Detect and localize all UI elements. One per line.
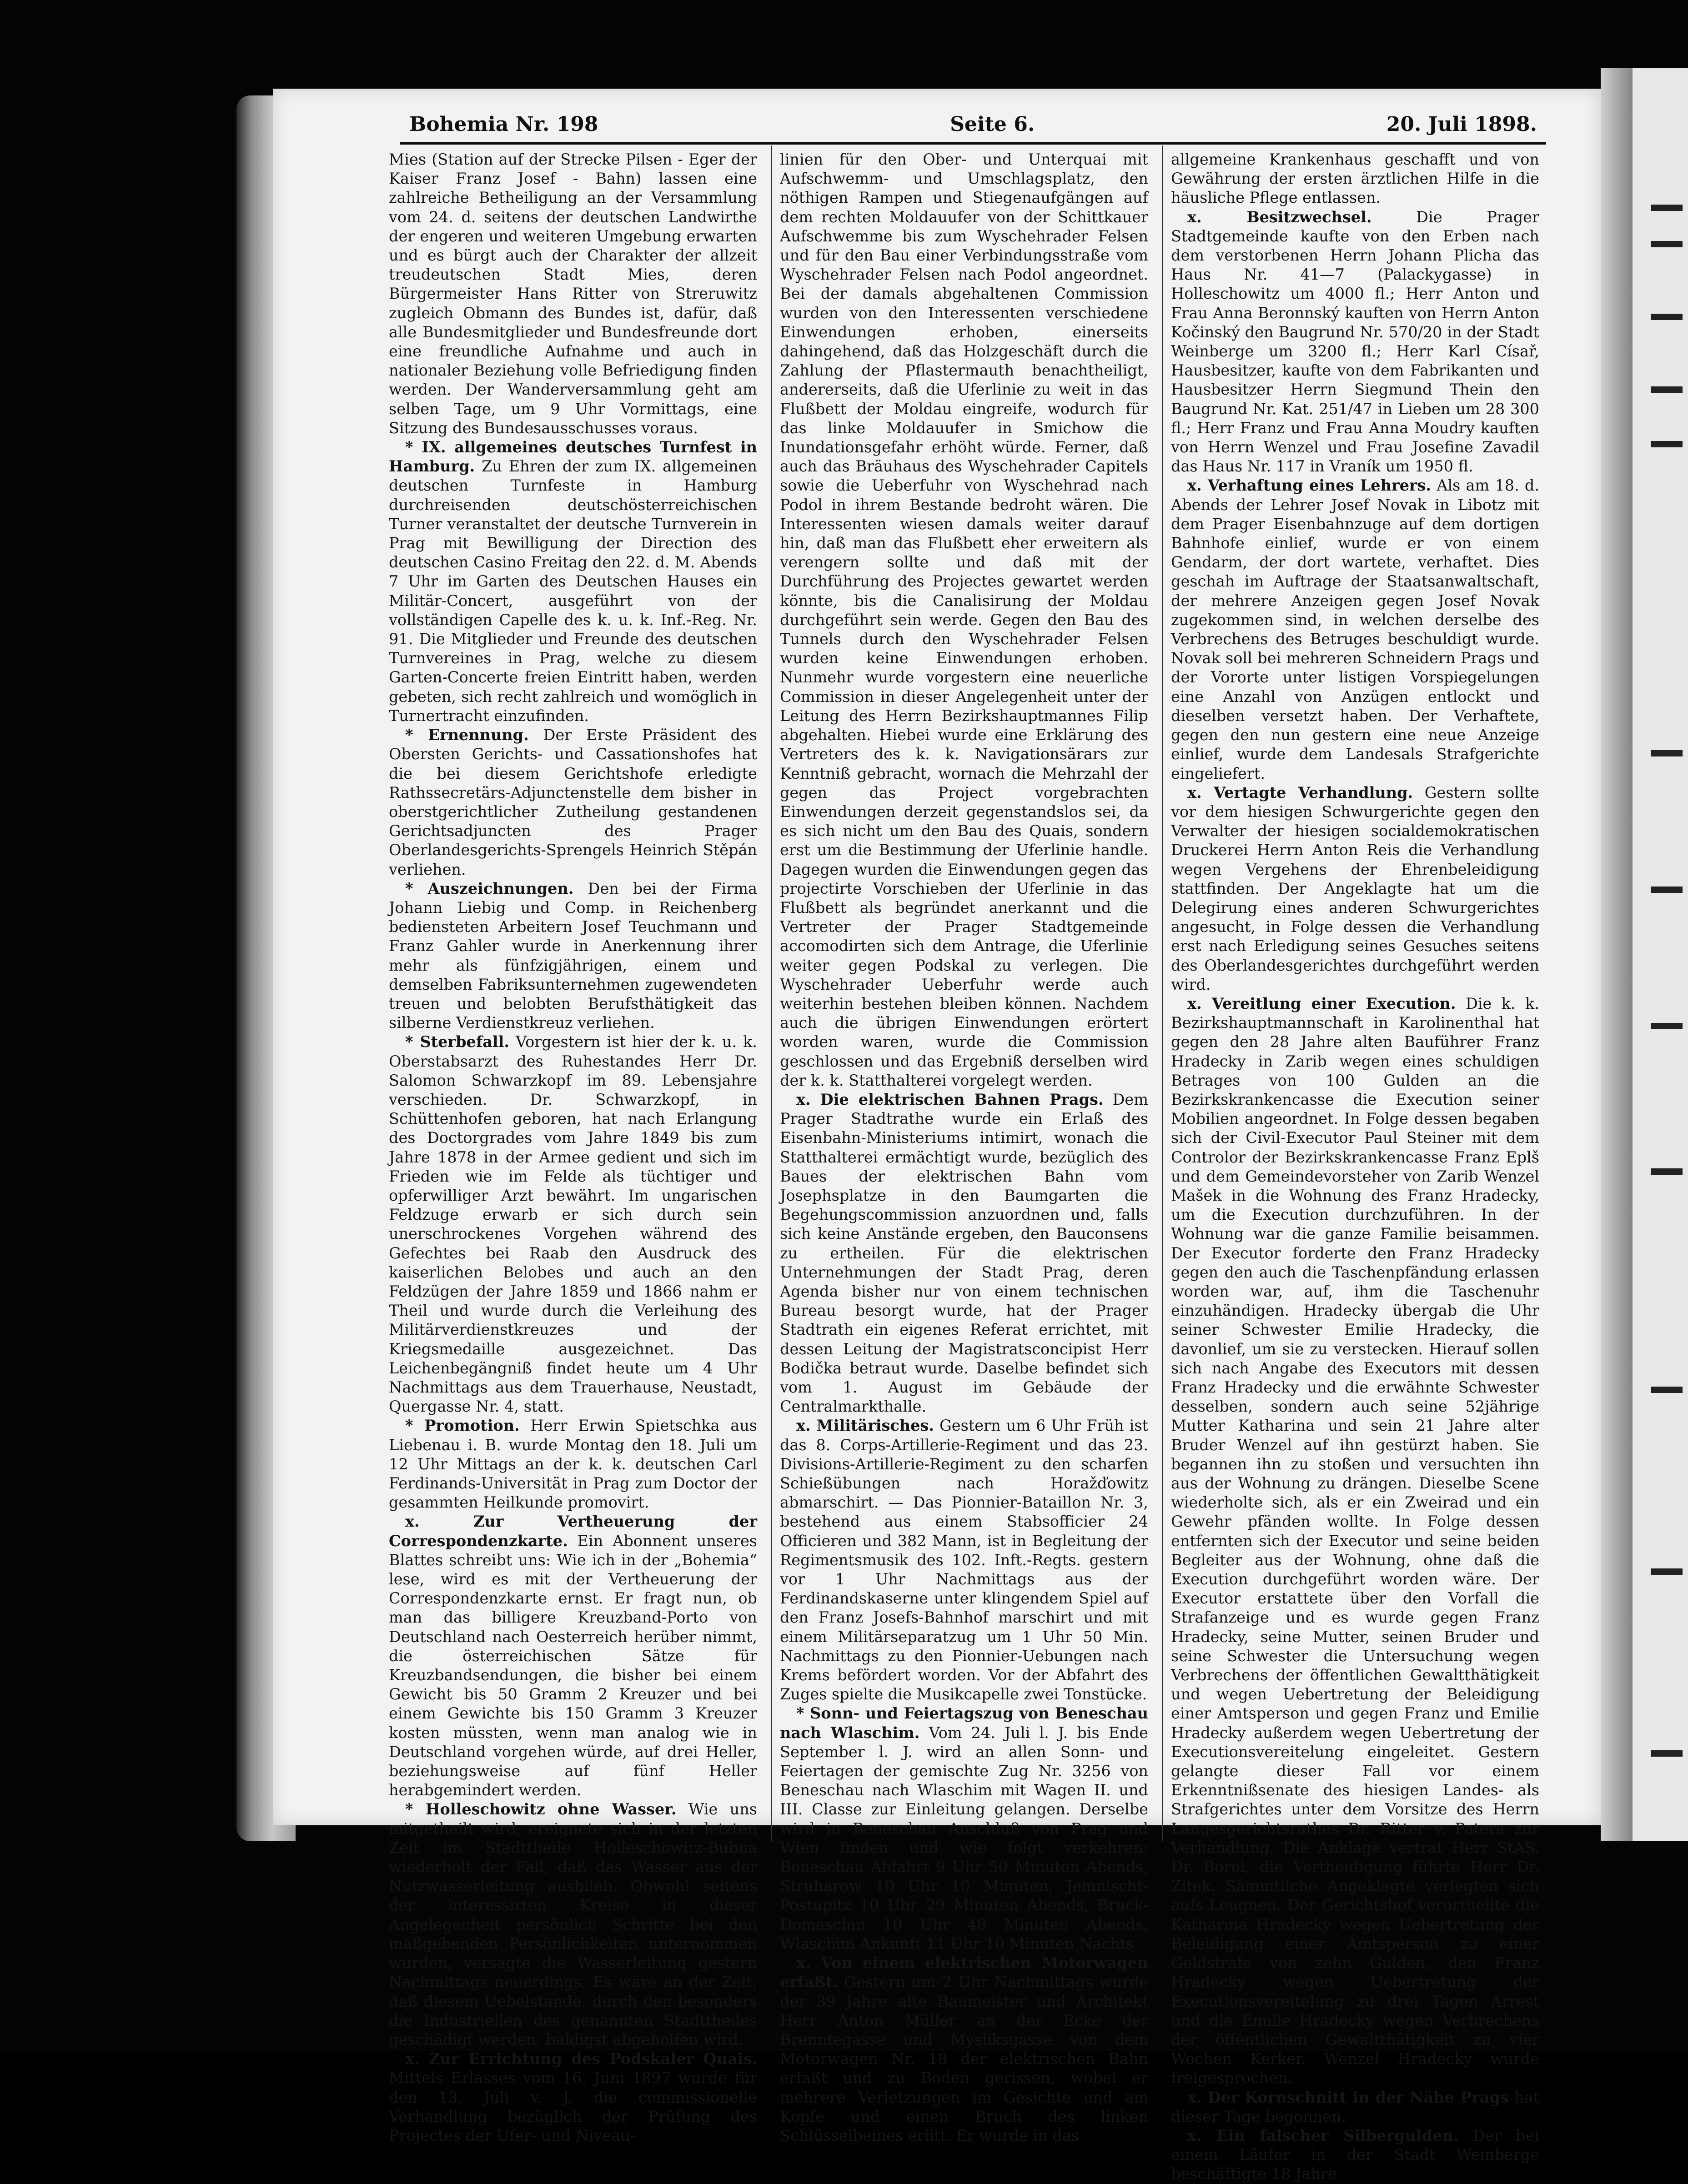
article-heading: x. Verhaftung eines Lehrers. (1187, 476, 1432, 495)
article-text: Der bei einem Läufer in der Stadt Weinberge beschäftigte 18 Jahre (1171, 2126, 1539, 2183)
header-date: 20. Juli 1898. (1386, 112, 1537, 136)
header-rule (400, 142, 1546, 145)
article-heading: * Sterbefall. (405, 1033, 510, 1051)
text-column-2 (780, 150, 1149, 2144)
article-paragraph (389, 1512, 757, 1800)
article-text: hat dieser Tage begonnen. (1171, 2088, 1539, 2125)
article-paragraph (1171, 150, 1539, 208)
article-paragraph (389, 1032, 757, 1416)
article-heading: x. Die elektrischen Bahnen Prags. (796, 1090, 1104, 1108)
article-heading: x. Vertagte Verhandlung. (1187, 783, 1413, 801)
article-heading: x. Ein falscher Silbergulden. (1187, 2126, 1459, 2144)
article-paragraph (389, 2049, 757, 2145)
article-paragraph (780, 1704, 1148, 1954)
article-paragraph (780, 1954, 1148, 2145)
page-header (409, 108, 1537, 140)
column-divider (1162, 145, 1163, 1841)
article-text: linien für den Ober- und Unterquai mit Aufschwemm- und Umschlagsplatz, den nöthigen Rampen und Stiegenaufgängen auf dem rechten Moldauufer von der Schittkauer Aufschwemme bis zum Wyschehrader Felsen und für den Bau einer Verbindungsstraße vom Wyschehrader Felsen nach Podol angeordnet. Bei der damals abgehaltenen Commission wurden von den Interessenten verschiedene Einwendungen erhoben, einerseits dahingehend, daß das Holzgeschäft durch die Zahlung der Pflastermauth benachtheiligt, andererseits, daß die Uferlinie zu weit in das Flußbett der Moldau eingreife, wodurch für das linke Moldauufer in Smichow die Inundationsgefahr erhöht würde. Ferner, daß auch das Bräuhaus des Wyschehrader Capitels sowie die Ueberfuhr von Wyschehrad nach Podol in ihrem Bestande bedroht wären. Die Interessenten wiesen damals weiter darauf hin, daß man das Flußbett eher erweitern als verengern sollte und daß mit der Durchführung des Projectes gewartet werden könnte, bis die Canalisirung der Moldau durchgeführt sein werde. Gegen den Bau des Tunnels durch den Wyschehrader Felsen wurden keine Einwendungen erhoben. Nunmehr wurde vorgestern eine neuerliche Commission in dieser Angelegenheit unter der Leitung des Herrn Bezirkshauptmannes Filip abgehalten. Hiebei wurde eine Erklärung des Vertreters des k. k. Navigationsärars zur Kenntniß gebracht, wornach die Mehrzahl der gegen das Project vorgebrachten Einwendungen derzeit gegenstandslos sei, da es sich nicht um den Bau des Quais, sondern erst um die Bestimmung der Uferlinie handle. Dagegen wurden die Einwendungen gegen das projectirte Vorschieben der Uferlinie in das Flußbett als begründet anerkannt und die Vertreter der Prager Stadtgemeinde accomodirten sich dem Antrage, die Uferlinie weiter gegen Podskal zu verlegen. Die Wyschehrader Ueberfuhr werde auch weiterhin bestehen bleiben können. Nachdem auch die übrigen Einwendungen erörtert worden waren, wurde die Commission geschlossen und das Ergebniß derselben wird der k. k. Statthalterei vorgelegt werden. (780, 150, 1148, 1089)
header-paper-issue: Bohemia Nr. 198 (409, 112, 598, 136)
article-paragraph (1171, 476, 1539, 783)
article-heading: x. Von einem elektrischen Motorwagen erfaßt. (780, 1954, 1148, 1991)
article-text: Ein Abonnent unseres Blattes schreibt uns: Wie ich in der „Bohemia“ lese, wird es mit der Vertheuerung der Correspondenzkarte ernst. Er fragt nun, ob man das billigere Kreuzband-Porto von Deutschland nach Oesterreich herüber nimmt, die österreichischen Sätze für Kreuzbandsendungen, die bisher bei einem Gewicht bis 50 Gramm 2 Kreuzer und bei einem Gewichte bis 150 Gramm 3 Kreuzer kosten müssten, wenn man analog wie in Deutschland vorgehen würde, auf drei Heller, beziehungsweise auf fünf Heller herabgemindert werden. (389, 1532, 757, 1799)
article-paragraph (780, 150, 1148, 1090)
article-text: Der Erste Präsident des Obersten Gerichts- und Cassationshofes hat die bei diesem Gerichtshofe erledigte Rathssecretärs-Adjunctenstelle dem bisher in oberstgerichtlicher Zutheilung gestandenen Gerichtsadjuncten des Prager Oberlandesgerichts-Sprengels Heinrich Stěpán verliehen. (389, 726, 758, 878)
article-paragraph (389, 1416, 757, 1512)
article-heading: * IX. allgemeines deutsches Turnfest in Hamburg. (389, 438, 757, 476)
column-divider (771, 145, 772, 1841)
article-paragraph (780, 1090, 1148, 1416)
article-heading: * Ernennung. (405, 726, 529, 744)
article-text: Vorgestern ist hier der k. u. k. Oberstabsarzt des Ruhestandes Herr Dr. Salomon Schwarzkopf im 89. Lebensjahre verschieden. Dr. Schwarzkopf, in Schüttenhofen geboren, hat nach Erlangung des Doctorgrades vom Jahre 1849 bis zum Jahre 1878 in der Armee gedient und sich im Frieden wie im Felde als tüchtiger und opferwilliger Arzt bewährt. Im ungarischen Feldzuge erwarb er sich durch sein unerschrockenes Vorgehen während des Gefechtes bei Raab den Ausdruck des kaiserlichen Belobes und auch an den Feldzügen der Jahre 1859 und 1866 nahm er Theil und wurde durch die Verleihung des Militärverdienstkreuzes und der Kriegsmedaille ausgezeichnet. Das Leichenbegängniß findet heute um 4 Uhr Nachmittags aus dem Trauerhause, Neustadt, Quergasse Nr. 4, statt. (389, 1033, 757, 1416)
article-paragraph (1171, 994, 1539, 2088)
gutter-shadow (1601, 68, 1637, 1841)
article-heading: * Auszeichnungen. (405, 879, 574, 897)
article-text: Zu Ehren der zum IX. allgemeinen deutschen Turnfeste in Hamburg durchreisenden deutschösterreichischen Turner veranstaltet der deutsche Turnverein in Prag mit Bewilligung der Direction des deutschen Casino Freitag den 22. d. M. Abends 7 Uhr im Garten des Deutschen Hauses ein Militär-Concert, ausgeführt von der vollständigen Capelle des k. u. k. Inf.-Reg. Nr. 91. Die Mitglieder und Freunde des deutschen Turnvereines in Prag, welche zu diesem Garten-Concerte freien Eintritt haben, werden gebeten, sich recht zahlreich und womöglich in Turnertracht einzufinden. (389, 457, 758, 725)
header-page-number: Seite 6. (950, 112, 1035, 136)
article-heading: x. Zur Errichtung des Podskaler Quais. (405, 2050, 757, 2068)
article-paragraph (1171, 783, 1539, 994)
article-text: Dem Prager Stadtrathe wurde ein Erlaß des Eisenbahn-Ministeriums intimirt, wonach die Statthalterei ermächtigt wurde, bezüglich des Baues der elektrischen Bahn vom Josephsplatze in den Baumgarten die Begehungscommission anzuordnen und, falls sich keine Anstände ergeben, den Bauconsens zu ertheilen. Für die elektrischen Unternehmungen der Stadt Prag, deren Agenda bisher nur von einem technischen Bureau besorgt wurde, hat der Prager Stadtrath ein eigenes Referat errichtet, mit dessen Leitung der Magistratsconcipist Herr Bodička betraut wurde. Daselbe befindet sich vom 1. August im Gebäude der Centralmarkthalle. (780, 1090, 1148, 1416)
article-paragraph (389, 150, 757, 438)
article-paragraph (1171, 2088, 1539, 2126)
article-text: Wie uns mitgetheilt wird, ereignete sich in der letzten Zeit im Stadttheile Holleschowitz-Bubna wiederholt der Fall, daß das Wasser aus der Nutzwasserleitung ausblieb. Obwohl seitens der interessirten Kreise in dieser Angelegenheit persönlich Schritte bei den maßgebenden Persönlichkeiten unternommen wurden, versagte die Wasserleitung gestern Nachmittags neuerdings. Es wäre an der Zeit, daß diesem Uebelstande, durch den besonders die Industriellen des genannten Stadttheiles geschädigt werden, baldigst abgeholfen wird. (389, 1800, 757, 2049)
article-heading: x. Militärisches. (796, 1417, 934, 1435)
article-paragraph (780, 1416, 1148, 1704)
article-text: Den bei der Firma Johann Liebig und Comp. in Reichenberg bediensteten Arbeitern Josef Teuchmann und Franz Gahler wurde in Anerkennung ihrer mehr als fünfzigjährigen, einem und demselben Fabriksunternehmen zugewendeten treuen und belobten Berufsthätigkeit das silberne Verdienstkreuz verliehen. (389, 879, 757, 1032)
article-paragraph (389, 1800, 757, 2049)
text-column-3 (1171, 150, 1539, 2183)
article-text: Mittels Erlasses vom 16. Juni 1897 wurde für den 13. Juli v. J. die commissionelle Verhandlung bezüglich der Prüfung des Projectes der Ufer- und Niveau- (389, 2069, 757, 2144)
article-text: Herr Erwin Spietschka aus Liebenau i. B. wurde Montag den 18. Juli um 12 Uhr Mittags an der k. k. deutschen Carl Ferdinands-Universität in Prag zum Doctor der gesammten Heilkunde promovirt. (389, 1417, 757, 1512)
article-heading: x. Besitzwechsel. (1187, 208, 1372, 226)
article-text: allgemeine Krankenhaus geschafft und von Gewährung der ersten ärztlichen Hilfe in die häusliche Pflege entlassen. (1171, 150, 1539, 207)
article-text: Mies (Station auf der Strecke Pilsen - Eger der Kaiser Franz Josef - Bahn) lassen eine zahlreiche Betheiligung an der Versammlung vom 24. d. seitens der deutschen Landwirthe der engeren und weiteren Umgebung erwarten und es bürgt auch der Charakter der allzeit treudeutschen Stadt Mies, deren Bürgermeister Hans Ritter von Streruwitz zugleich Obmann des Bundes ist, dafür, daß alle Bundesmitglieder und Bundesfreunde dort eine freundliche Aufnahme und auch in nationaler Beziehung volle Befriedigung finden werden. Der Wanderversammlung geht am selben Tage, um 9 Uhr Vormittags, eine Sitzung des Bundesausschusses voraus. (389, 150, 757, 437)
article-heading: x. Der Kornschnitt in der Nähe Prags (1187, 2088, 1509, 2106)
article-paragraph (389, 438, 757, 726)
article-heading: x. Vereitlung einer Execution. (1187, 994, 1456, 1012)
article-paragraph (389, 726, 757, 879)
article-text: Die k. k. Bezirkshauptmannschaft in Karolinenthal hat gegen den 28 Jahre alten Bauführer Franz Hradecky in Zarib wegen eines schuldigen Betrages von 100 Gulden an die Bezirkskrankencasse die Execution seiner Mobilien angeordnet. In Folge dessen begaben sich der Civil-Executor Paul Steiner mit dem Controlor der Bezirkskrankencasse Franz Eplš und dem Gemeindevorsteher von Zarib Wenzel Mašek in die Wohnung des Franz Hradecky, um die Execution durchzuführen. In der Wohnung war die ganze Familie beisammen. Der Executor forderte den Franz Hradecky gegen den auch die Taschenpfändung erlassen worden war, auf, ihm die Taschenuhr einzuhändigen. Hradecky übergab die Uhr seiner Schwester Emilie Hradecky, die davonlief, um sie zu verstecken. Hierauf sollen sich nach Angabe des Executors mit dessen Franz Hradecky und die erwähnte Schwester desselben, sondern auch seine 52jährige Mutter Katharina und sein 21 Jahre alter Bruder Wenzel auf ihn gestürzt haben. Sie begannen ihn zu stoßen und versuchten ihn aus der Wohnung zu drängen. Dieselbe Scene wiederholte sich, als er ein Zweirad und ein Gewehr pfänden wollte. In Folge dessen entfernten sich der Executor und seine beiden Begleiter aus der Wohnung, ohne daß die Execution durchgeführt worden wäre. Der Executor erstattete über den Vorfall die Strafanzeige und es wurde gegen Franz Hradecky, seine Mutter, seinen Bruder und seine Schwester die Untersuchung wegen Verbrechens der öffentlichen Gewaltthätigkeit und wegen Uebertretung der Beleidigung einer Amtsperson und gegen Franz und Emilie Hradecky außerdem wegen Uebertretung der Executionsvereitelung eingeleitet. Gestern gelangte dieser Fall vor einem Erkenntnißsenate des hiesigen Landes- als Strafgerichtes unter dem Vorsitze des Herrn Langesgerichtsrathes Dr. Ritter v. Patera zur Verhandlung. Die Anklage vertrat Herr StAS. Dr. Borel, die Vertheidigung führte Herr Dr. Zitek. Sämmtliche Angeklagte verlegten sich aufs Leugnen. Der Gerichtshof verurtheilte die Katharina Hradecky wegen Uebertretung der Beleidigung einer Amtsperson zu einer Geldstrafe von zehn Gulden, den Franz Hradecky wegen Uebertretung der Executionsvereitelung zu drei Tagen Arrest und die Emilie Hradecky wegen Verbrechens der öffentlichen Gewaltthätigkeit zu vier Wochen Kerker. Wenzel Hradecky wurde freigesprochen. (1171, 994, 1539, 2087)
article-text: Gestern um 6 Uhr Früh ist das 8. Corps-Artillerie-Regiment und das 23. Divisions-Artillerie-Regiment zu den scharfen Schießübungen nach Horažďowitz abmarschirt. — Das Pionnier-Bataillon Nr. 3, bestehend aus einem Stabsofficier 24 Officieren und 382 Mann, ist in Begleitung der Regimentsmusik des 102. Inft.-Regts. gestern vor 1 Uhr Nachmittags aus der Ferdinandskaserne unter klingendem Spiel auf den Franz Josefs-Bahnhof marschirt und mit einem Militärseparatzug um 1 Uhr 50 Min. Nachmittags zu den Pionnier-Uebungen nach Krems befördert worden. Vor der Abfahrt des Zuges spielte die Musikcapelle zwei Tonstücke. (780, 1417, 1149, 1703)
adjacent-page-fragment (1633, 68, 1688, 1841)
article-heading: x. Zur Vertheuerung der Correspondenzkarte. (389, 1513, 757, 1550)
article-text: Die Prager Stadtgemeinde kaufte von den Erben nach dem verstorbenen Herrn Johann Plicha das Haus Nr. 41—7 (Palackygasse) in Holleschowitz um 4000 fl.; Herr Anton und Frau Anna Beronnský kauften von Herrn Anton Kočinský den Baugrund Nr. 570/20 in der Stadt Weinberge um 3200 fl.; Herr Karl Císař, Hausbesitzer, kaufte von dem Fabrikanten und Hausbesitzer Herrn Siegmund Thein den Baugrund Nr. Kat. 251/47 in Lieben um 28 300 fl.; Herr Franz und Frau Anna Moudry kauften von Herrn Wenzel und Frau Josefine Zavadil das Haus Nr. 117 in Vraník um 1950 fl. (1171, 208, 1539, 476)
article-text: Als am 18. d. Abends der Lehrer Josef Novak in Libotz mit dem Prager Eisenbahnzuge auf dem dortigen Bahnhofe einlief, wurde er von einem Gendarm, der dort wartete, verhaftet. Dies geschah im Auftrage der Staatsanwaltschaft, der mehrere Anzeigen gegen Josef Novak zugekommen sind, in welchen derselbe des Verbrechens des Betruges beschuldigt wurde. Novak soll bei mehreren Schneidern Prags und der Vororte unter listigen Vorspiegelungen eine Anzahl von Anzügen entlockt und dieselben versetzt haben. Der Verhaftete, gegen den nun gestern eine neue Anzeige einlief, wurde dem Landesals Strafgerichte eingeliefert. (1171, 476, 1539, 782)
article-paragraph (1171, 2126, 1539, 2184)
article-heading: * Holleschowitz ohne Wasser. (405, 1800, 677, 1818)
article-text: Vom 24. Juli l. J. bis Ende September l. J. wird an allen Sonn- und Feiertagen der gemischte Zug Nr. 3256 von Beneschau nach Wlaschim mit Wagen II. und III. Classe zur Einleitung gelangen. Derselbe wird in Beneschau Anschluß von Prag und Wien finden und wie folgt verkehren: Beneschau Abfahrt 9 Uhr 50 Minuten Abends, Struharow 10 Uhr 10 Minuten, Jemnischt-Postupitz 10 Uhr 29 Minuten Abends, Bruck-Domaschin 10 Uhr 48 Minuten Abends, Wlaschim Ankunft 11 Uhr 10 Minuten Nachts. (780, 1723, 1148, 1953)
article-paragraph (389, 879, 757, 1033)
article-heading: * Sonn- und Feiertagszug von Beneschau nach Wlaschim. (780, 1704, 1148, 1742)
article-heading: * Promotion. (405, 1417, 520, 1435)
article-text: Gestern um 2 Uhr Nachmittags wurde der 39 Jahre alte Baumeister und Architekt Herr Anton Müller an der Ecke der Brenntegasse und Mysliksgasse von dem Motorwagen Nr. 18 der elektrischen Bahn erfaßt und zu Boden gerissen, wobei er mehrere Verletzungen im Gesichte und am Kopfe und einen Bruch des linken Schlüsselbeines erlitt. Er wurde in das (780, 1973, 1148, 2144)
text-column-1 (389, 150, 758, 2144)
article-text: Gestern sollte vor dem hiesigen Schwurgerichte gegen den Verwalter der hiesigen socialdemokratischen Druckerei Herrn Anton Reis die Verhandlung wegen Vergehens der Ehrenbeleidigung stattfinden. Der Angeklagte hat um die Delegirung eines anderen Schwurgerichtes angesucht, in Folge dessen die Verhandlung erst nach Erledigung seines Gesuches seitens des Oberlandesgerichtes durchgeführt werden wird. (1171, 783, 1539, 993)
article-paragraph (1171, 208, 1539, 476)
